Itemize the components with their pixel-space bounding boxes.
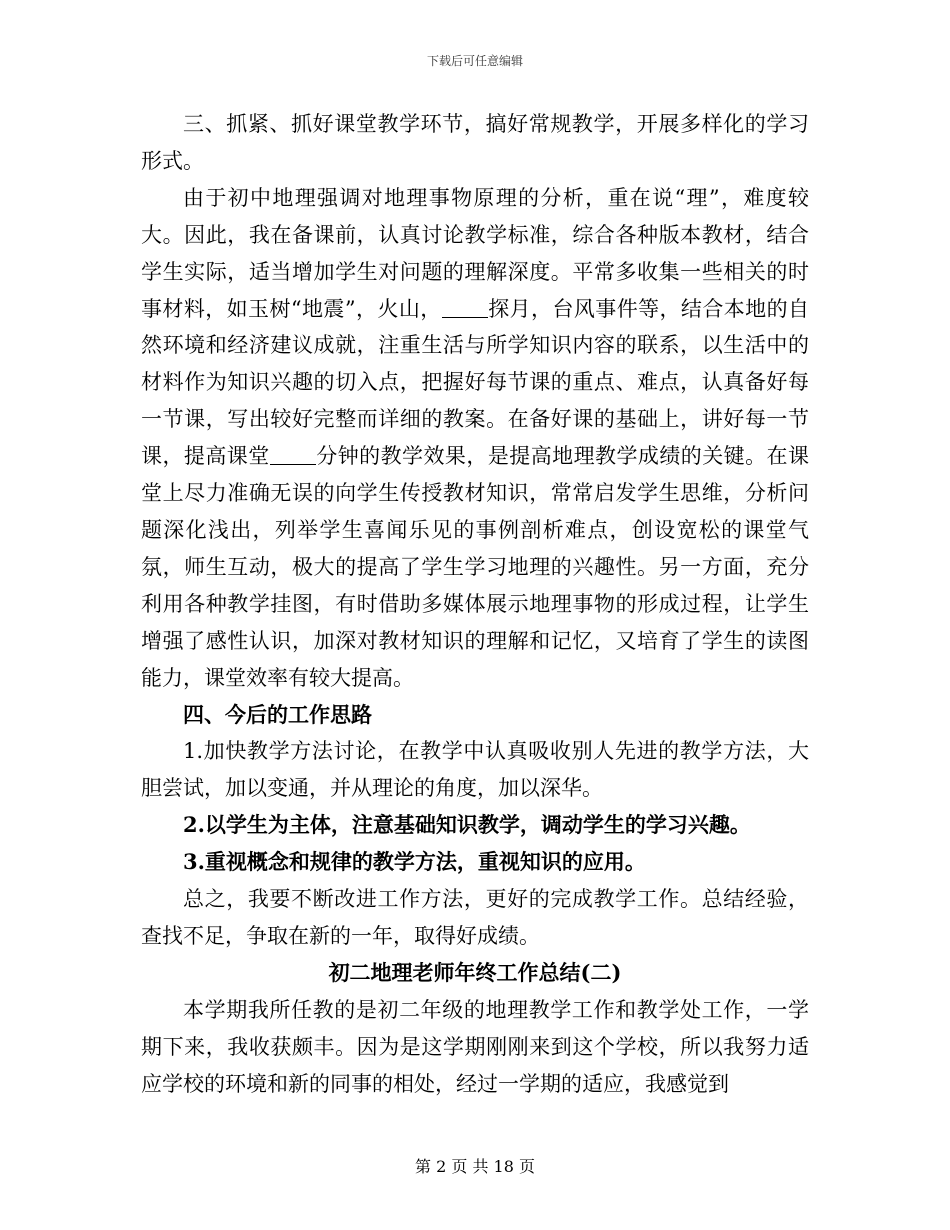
paragraph-text-c: 分钟的教学效果，是提高地理教学成绩的关键。在课堂上尽力准确无误的向学生传授教材知识，常常启发学生思维，分析问题深化浅出，列举学生喜闻乐见的事例剖析难点，创设宽松的课堂气氛，师生互动，极大的提高了学生学习地理的兴趣性。另一方面，充分利用各种教学挂图，有时借助多媒体展示地理事物的形成过程，让学生增强了感性认识，加深对教材知识的理解和记忆，又培育了学生的读图能力，课堂效率有较大提高。 (141, 444, 810, 690)
paragraph-text-b: 探月，台风事件等，结合本地的自然环境和经济建议成就，注重生活与所学知识内容的联系，以生活中的材料作为知识兴趣的切入点，把握好每节课的重点、难点，认真备好每一节课，写出较好完整而详细的教案。在备好课的基础上，讲好每一节课，提高课堂 (141, 296, 809, 469)
part-2-paragraph: 本学期我所任教的是初二年级的地理教学工作和教学处工作，一学期下来，我收获颇丰。因为是这学期刚刚来到这个学校，所以我努力适应学校的环境和新的同事的相处，经过一学期的适应，我感觉到 (141, 997, 809, 1096)
page-footer: 第 2 页 共 18 页 (415, 1157, 535, 1176)
section-3-paragraph (141, 180, 809, 697)
section-3-heading: 三、抓紧、抓好课堂教学环节，搞好常规教学，开展多样化的学习形式。 (141, 112, 809, 173)
blank-line (270, 443, 316, 465)
document-body (141, 106, 809, 1102)
summary-paragraph: 总之，我要不断改进工作方法，更好的完成教学工作。总结经验，查找不足，争取在新的一年，取得好成绩。 (141, 887, 809, 948)
paragraph-text-a: 由于初中地理强调对地理事物原理的分析，重在说“理”，难度较大。因此，我在备课前，认真讨论教学标准，综合各种版本教材，结合学生实际，适当增加学生对问题的理解深度。平常多收集一些相关的时事材料，如玉树“地震”，火山， (141, 185, 809, 321)
list-item-1: 1.加快教学方法讨论，在教学中认真吸收别人先进的教学方法，大胆尝试，加以变通，并从理论的角度，加以深华。 (141, 739, 809, 801)
blank-line (442, 296, 488, 318)
page-header: 下载后可任意编辑 (426, 54, 523, 68)
list-item-2: 2.以学生为主体，注意基础知识教学，调动学生的学习兴趣。 (183, 812, 751, 838)
part-2-title: 初二地理老师年终工作总结(二) (328, 959, 622, 985)
list-item-3: 3.重视概念和规律的教学方法，重视知识的应用。 (183, 849, 646, 875)
section-4-heading: 四、今后的工作思路 (183, 701, 372, 727)
